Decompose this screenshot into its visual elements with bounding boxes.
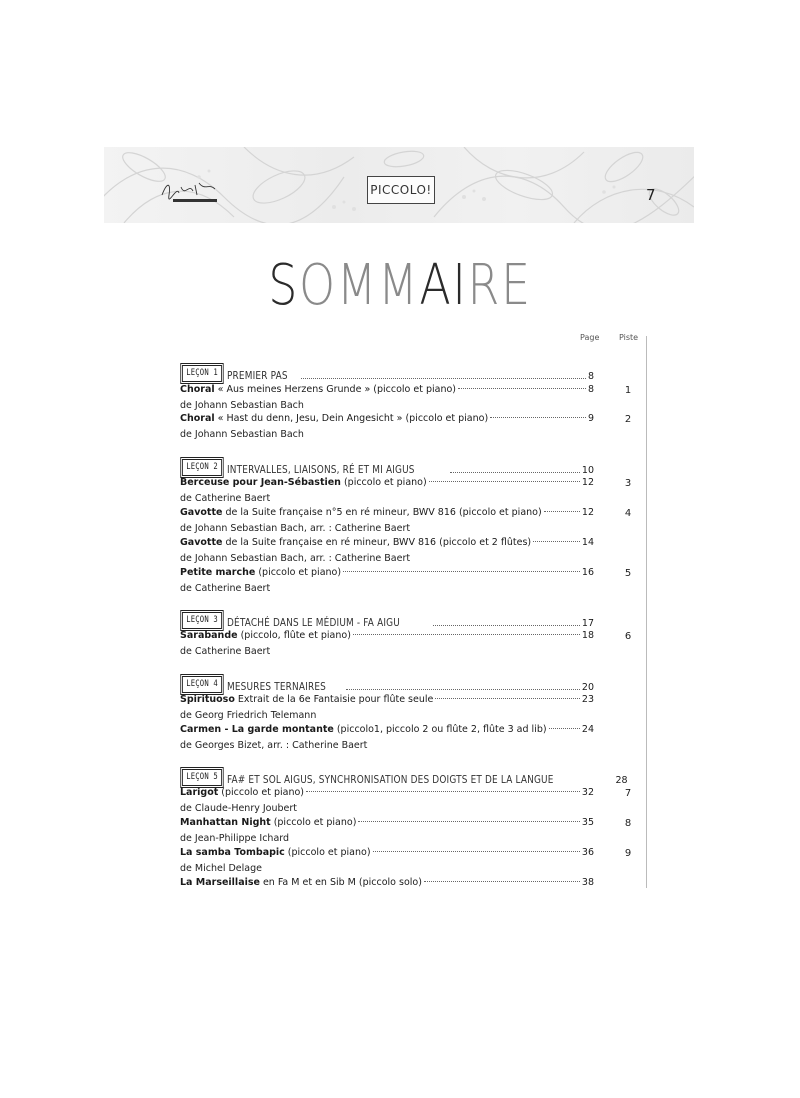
composer: de Catherine Baert: [180, 493, 271, 504]
composer: de Johann Sebastian Bach: [180, 400, 304, 411]
piece-description: Extrait de la 6e Fantaisie pour flûte seule: [237, 694, 434, 705]
toc-entry[interactable]: [180, 384, 594, 399]
toc-entry[interactable]: [180, 847, 594, 862]
piece-page: 12: [581, 507, 594, 518]
piece-title: Berceuse pour Jean-Sébastien: [180, 477, 341, 488]
dot-leader: [346, 689, 580, 690]
piece-description: de la Suite française en ré mineur, BWV 816 (piccolo et 2 flûtes): [225, 537, 532, 548]
toc-entry[interactable]: [180, 817, 594, 832]
piece-description: (piccolo et piano): [287, 847, 371, 858]
signature-logo: [159, 177, 219, 207]
piece-title: Spirituoso: [180, 694, 235, 705]
header-banner: [104, 147, 694, 223]
lesson-heading[interactable]: [180, 458, 594, 476]
dot-leader: [301, 378, 586, 379]
track-number: 8: [624, 818, 632, 829]
page-title: [72, 253, 728, 318]
piece-title: Larigot: [180, 787, 219, 798]
dot-leader: [533, 541, 580, 542]
lesson-heading[interactable]: [180, 364, 594, 382]
track-number: 7: [624, 788, 632, 799]
lesson-badge: LEÇON 3: [182, 612, 222, 629]
piece-description: (piccolo et piano): [343, 477, 427, 488]
column-divider: [646, 336, 647, 888]
composer: de Georg Friedrich Telemann: [180, 710, 317, 721]
dot-leader: [306, 791, 580, 792]
dot-leader: [458, 388, 586, 389]
composer: de Catherine Baert: [180, 646, 271, 657]
piece-title: Sarabande: [180, 630, 238, 641]
piece-page: 14: [581, 537, 594, 548]
lesson-badge: LEÇON 2: [182, 459, 222, 476]
lesson-title: DÉTACHÉ DANS LE MÉDIUM - FA AIGU: [227, 617, 401, 629]
piece-description: (piccolo, flûte et piano): [240, 630, 351, 641]
lesson-title: MESURES TERNAIRES: [227, 681, 327, 693]
toc-entry[interactable]: [180, 567, 594, 582]
piece-title: Choral: [180, 384, 215, 395]
dot-leader: [549, 728, 580, 729]
toc-entry[interactable]: [180, 537, 594, 552]
column-header-page: Page: [580, 333, 600, 342]
piece-page: 8: [587, 384, 594, 395]
composer: de Catherine Baert: [180, 583, 271, 594]
title-part-4: RE: [467, 253, 532, 318]
track-number: 9: [624, 848, 632, 859]
book-title-box: PICCOLO!: [367, 176, 435, 204]
piece-title: La Marseillaise: [180, 877, 260, 888]
piece-page: 24: [581, 724, 594, 735]
title-part-3: AI: [419, 253, 468, 318]
lesson-page: 17: [581, 618, 594, 629]
toc-entry[interactable]: [180, 877, 594, 892]
piece-page: 12: [581, 477, 594, 488]
lesson-page: 20: [581, 682, 594, 693]
lesson-badge: LEÇON 1: [182, 365, 222, 382]
composer: de Johann Sebastian Bach, arr. : Catherine Baert: [180, 523, 411, 534]
dot-leader: [490, 417, 586, 418]
piece-title: Gavotte: [180, 507, 223, 518]
composer: de Johann Sebastian Bach: [180, 429, 304, 440]
dot-leader: [353, 634, 580, 635]
piece-title: Carmen - La garde montante: [180, 724, 334, 735]
toc-entry[interactable]: [180, 630, 594, 645]
toc-entry[interactable]: [180, 477, 594, 492]
track-number: 2: [624, 414, 632, 425]
column-header-track: Piste: [619, 333, 639, 342]
lesson-heading[interactable]: [180, 675, 594, 693]
page-number: 7: [646, 186, 656, 204]
piece-page: 32: [581, 787, 594, 798]
track-number: 4: [624, 508, 632, 519]
dot-leader: [433, 625, 580, 626]
piece-description: (piccolo et piano): [273, 817, 357, 828]
piece-page: 16: [581, 567, 594, 578]
piece-page: 23: [581, 694, 594, 705]
toc-entry[interactable]: [180, 507, 594, 522]
toc-entry[interactable]: [180, 413, 594, 428]
lesson-title: INTERVALLES, LIAISONS, RÉ ET MI AIGUS: [227, 464, 415, 476]
lesson-page: 28: [615, 775, 628, 786]
composer: de Jean-Philippe Ichard: [180, 833, 290, 844]
composer: de Michel Delage: [180, 863, 262, 874]
dot-leader: [544, 511, 580, 512]
lesson-title: PREMIER PAS: [227, 370, 288, 382]
piece-page: 36: [581, 847, 594, 858]
lesson-title: FA# ET SOL AIGUS, SYNCHRONISATION DES DOIGTS ET DE LA LANGUE: [227, 774, 554, 786]
lesson-heading[interactable]: [180, 611, 594, 629]
piece-title: Gavotte: [180, 537, 223, 548]
piece-title: Choral: [180, 413, 215, 424]
piece-description: (piccolo et piano): [221, 787, 305, 798]
dot-leader: [343, 571, 580, 572]
piece-title: Manhattan Night: [180, 817, 271, 828]
piece-page: 9: [587, 413, 594, 424]
dot-leader: [373, 851, 580, 852]
piece-page: 18: [581, 630, 594, 641]
lesson-page: 10: [581, 465, 594, 476]
piece-title: Petite marche: [180, 567, 256, 578]
toc-entry[interactable]: [180, 787, 594, 802]
track-number: 3: [624, 478, 632, 489]
composer: de Johann Sebastian Bach, arr. : Catherine Baert: [180, 553, 411, 564]
lesson-heading[interactable]: [180, 768, 628, 786]
track-number: 1: [624, 385, 632, 396]
piece-description: (piccolo1, piccolo 2 ou flûte 2, flûte 3 ad lib): [336, 724, 547, 735]
toc-entry[interactable]: [180, 694, 594, 709]
toc-entry[interactable]: [180, 724, 594, 739]
dot-leader: [450, 472, 580, 473]
track-number: 6: [624, 631, 632, 642]
track-number: 5: [624, 568, 632, 579]
lesson-page: 8: [587, 371, 594, 382]
dot-leader: [358, 821, 579, 822]
dot-leader: [435, 698, 580, 699]
dot-leader: [424, 881, 580, 882]
lesson-badge: LEÇON 5: [182, 769, 222, 786]
piece-description: « Hast du denn, Jesu, Dein Angesicht » (piccolo et piano): [217, 413, 489, 424]
lesson-badge: LEÇON 4: [182, 676, 222, 693]
piece-description: (piccolo et piano): [258, 567, 342, 578]
piece-page: 35: [581, 817, 594, 828]
dot-leader: [429, 481, 580, 482]
composer: de Georges Bizet, arr. : Catherine Baert: [180, 740, 368, 751]
piece-description: en Fa M et en Sib M (piccolo solo): [262, 877, 422, 888]
piece-title: La samba Tombapic: [180, 847, 285, 858]
piece-description: « Aus meines Herzens Grunde » (piccolo et piano): [217, 384, 456, 395]
title-part-2: OMM: [299, 253, 420, 318]
title-part-1: S: [268, 253, 300, 318]
composer: de Claude-Henry Joubert: [180, 803, 298, 814]
piece-page: 38: [581, 877, 594, 888]
piece-description: de la Suite française n°5 en ré mineur, BWV 816 (piccolo et piano): [225, 507, 542, 518]
